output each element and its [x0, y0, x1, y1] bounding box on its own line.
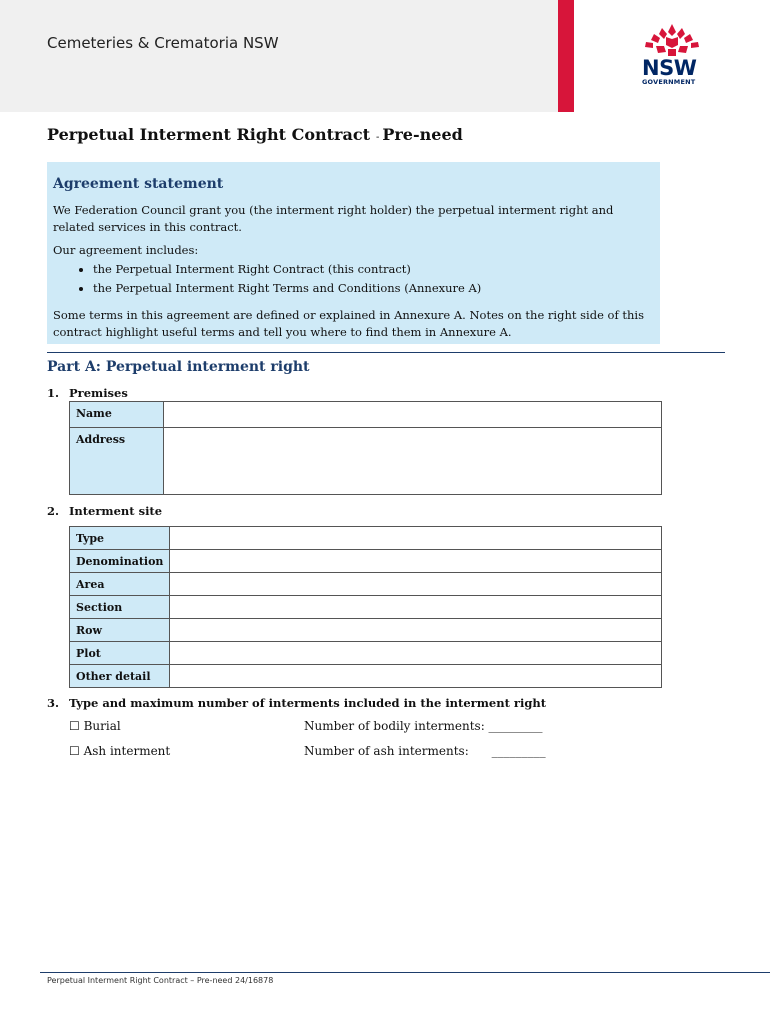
question-number: 1. [47, 386, 60, 400]
field-label: Section [70, 596, 170, 619]
question-label: Premises [69, 386, 128, 400]
burial-option[interactable] [69, 719, 121, 733]
agreement-includes-label: Our agreement includes: [53, 243, 199, 257]
bodily-interments-count[interactable]: Number of bodily interments: _________ [304, 719, 543, 733]
question-label: Type and maximum number of interments included in the interment right [69, 696, 547, 710]
logo-government-text: GOVERNMENT [642, 78, 696, 86]
footer-text: Perpetual Interment Right Contract – Pre-need 24/16878 [47, 976, 274, 985]
type-input[interactable] [170, 527, 662, 550]
name-input[interactable] [164, 402, 662, 428]
agreement-intro: We Federation Council grant you (the interment right holder) the perpetual interment right and related services in this contract. [53, 203, 614, 234]
nsw-government-logo [632, 20, 712, 92]
row-input[interactable] [170, 619, 662, 642]
question-number: 2. [47, 504, 60, 518]
other-detail-input[interactable] [170, 665, 662, 688]
burial-checkbox[interactable]: ☐ [69, 719, 80, 733]
field-label: Name [70, 402, 164, 428]
denomination-input[interactable] [170, 550, 662, 573]
waratah-icon [632, 20, 712, 60]
footer-divider [40, 972, 770, 973]
question-3-heading [47, 696, 546, 710]
field-label: Area [70, 573, 170, 596]
area-input[interactable] [170, 573, 662, 596]
field-label: Row [70, 619, 170, 642]
agreement-statement-box [47, 162, 660, 344]
field-label: Plot [70, 642, 170, 665]
ash-interment-option[interactable] [69, 744, 170, 758]
section-input[interactable] [170, 596, 662, 619]
address-input[interactable] [164, 428, 662, 495]
document-title [47, 125, 463, 144]
agreement-heading: Agreement statement [53, 176, 224, 192]
question-1-heading [47, 386, 128, 400]
agreement-note: Some terms in this agreement are defined or explained in Annexure A. Notes on the right side of this contract highlight useful terms and tell you where to find them in Annexure A. [53, 308, 644, 339]
field-label: Address [70, 428, 164, 495]
plot-input[interactable] [170, 642, 662, 665]
ash-interments-count[interactable]: Number of ash interments: _________ [304, 744, 546, 758]
title-sub: Pre-need [382, 125, 463, 144]
header-band [0, 0, 558, 112]
part-a-heading: Part A: Perpetual interment right [47, 359, 310, 375]
agreement-list-item: • the Perpetual Interment Right Contract (this contract) [93, 260, 481, 279]
premises-table [69, 401, 662, 495]
agreement-list-item: • the Perpetual Interment Right Terms and Conditions (Annexure A) [93, 279, 481, 298]
field-label: Denomination [70, 550, 170, 573]
agreement-list [47, 260, 481, 298]
ash-interment-label: Ash interment [83, 744, 171, 758]
title-main: Perpetual Interment Right Contract [47, 125, 370, 144]
field-label: Type [70, 527, 170, 550]
question-number: 3. [47, 696, 60, 710]
logo-nsw-text: NSW [642, 56, 697, 80]
question-2-heading [47, 504, 162, 518]
interment-site-table [69, 526, 662, 688]
ash-interment-checkbox[interactable]: ☐ [69, 744, 80, 758]
agency-name: Cemeteries & Crematoria NSW [47, 34, 279, 52]
field-label: Other detail [70, 665, 170, 688]
title-separator: - [375, 132, 380, 143]
question-label: Interment site [69, 504, 163, 518]
brand-red-block [558, 0, 574, 112]
section-divider [47, 352, 725, 353]
burial-label: Burial [83, 719, 121, 733]
